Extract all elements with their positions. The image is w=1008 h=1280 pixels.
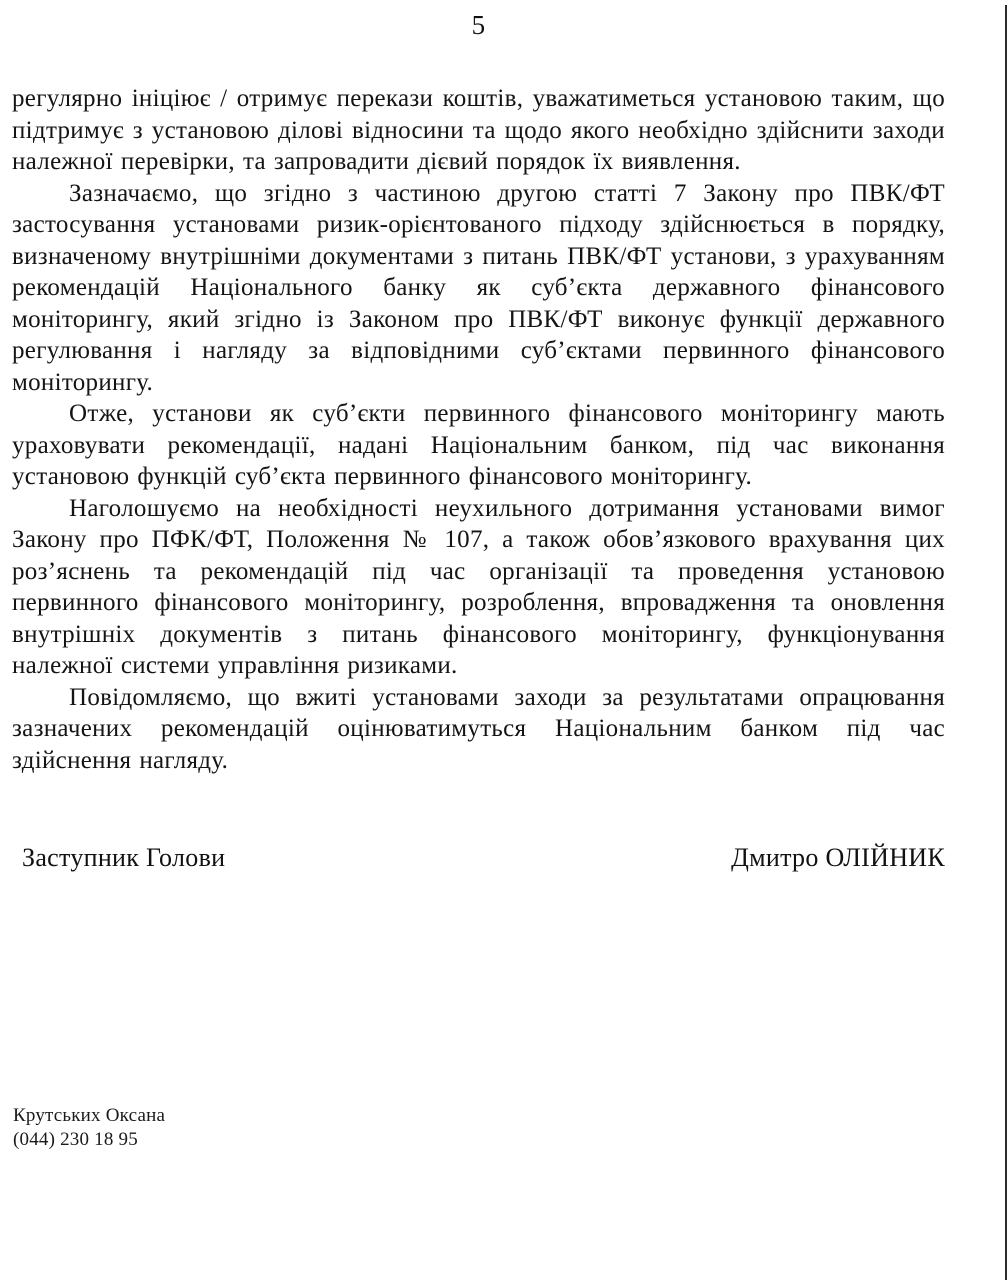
signer-title: Заступник Голови (22, 843, 226, 872)
page-number: 5 (471, 10, 486, 40)
body-text (12, 83, 945, 776)
paragraph: Зазначаємо, що згідно з частиною другою статті 7 Закону про ПВК/ФТ застосування установами ризик-орієнтованого підходу здійснюється в порядку, визначеному внутрішніми документами з питань ПВК/ФТ установи, з урахуванням рекомендацій Національного банку як суб’єкта державного фінансового моніторингу, який згідно із Законом про ПВК/ФТ виконує функції державного регулювання і нагляду за відповідними суб’єктами первинного фінансового моніторингу. (12, 179, 945, 396)
page-content (12, 0, 945, 874)
paragraph: Повідомляємо, що вжиті установами заходи за результатами опрацювання зазначених рекомендацій оцінюватимуться Національним банком під час здійснення нагляду. (12, 683, 945, 774)
signature-row (12, 842, 945, 874)
contact-block (13, 1104, 165, 1151)
scan-edge-line (1005, 5, 1007, 1280)
contact-phone: (044) 230 18 95 (13, 1128, 138, 1150)
paragraph: Наголошуємо на необхідності неухильного дотримання установами вимог Закону про ПФК/ФТ, Положення № 107, а також обов’язкового врахування цих роз’яснень та рекомендацій під час організації та проведення установою первинного фінансового моніторингу, розроблення, впровадження та оновлення внутрішніх документів з питань фінансового моніторингу, функціонування належної системи управління ризиками. (12, 494, 945, 679)
paragraph-continuation: регулярно ініціює / отримує перекази коштів, уважатиметься установою таким, що підтримує з установою ділові відносини та щодо якого необхідно здійснити заходи належної перевірки, та запровадити дієвий порядок їх виявлення. (12, 85, 945, 175)
contact-name: Крутських Оксана (13, 1105, 166, 1126)
paragraph: Отже, установи як суб’єкти первинного фінансового моніторингу мають ураховувати рекомендації, надані Національним банком, під час виконання установою функцій суб’єкта первинного фінансового моніторингу. (12, 400, 945, 490)
signer-name: Дмитро ОЛІЙНИК (731, 843, 945, 872)
